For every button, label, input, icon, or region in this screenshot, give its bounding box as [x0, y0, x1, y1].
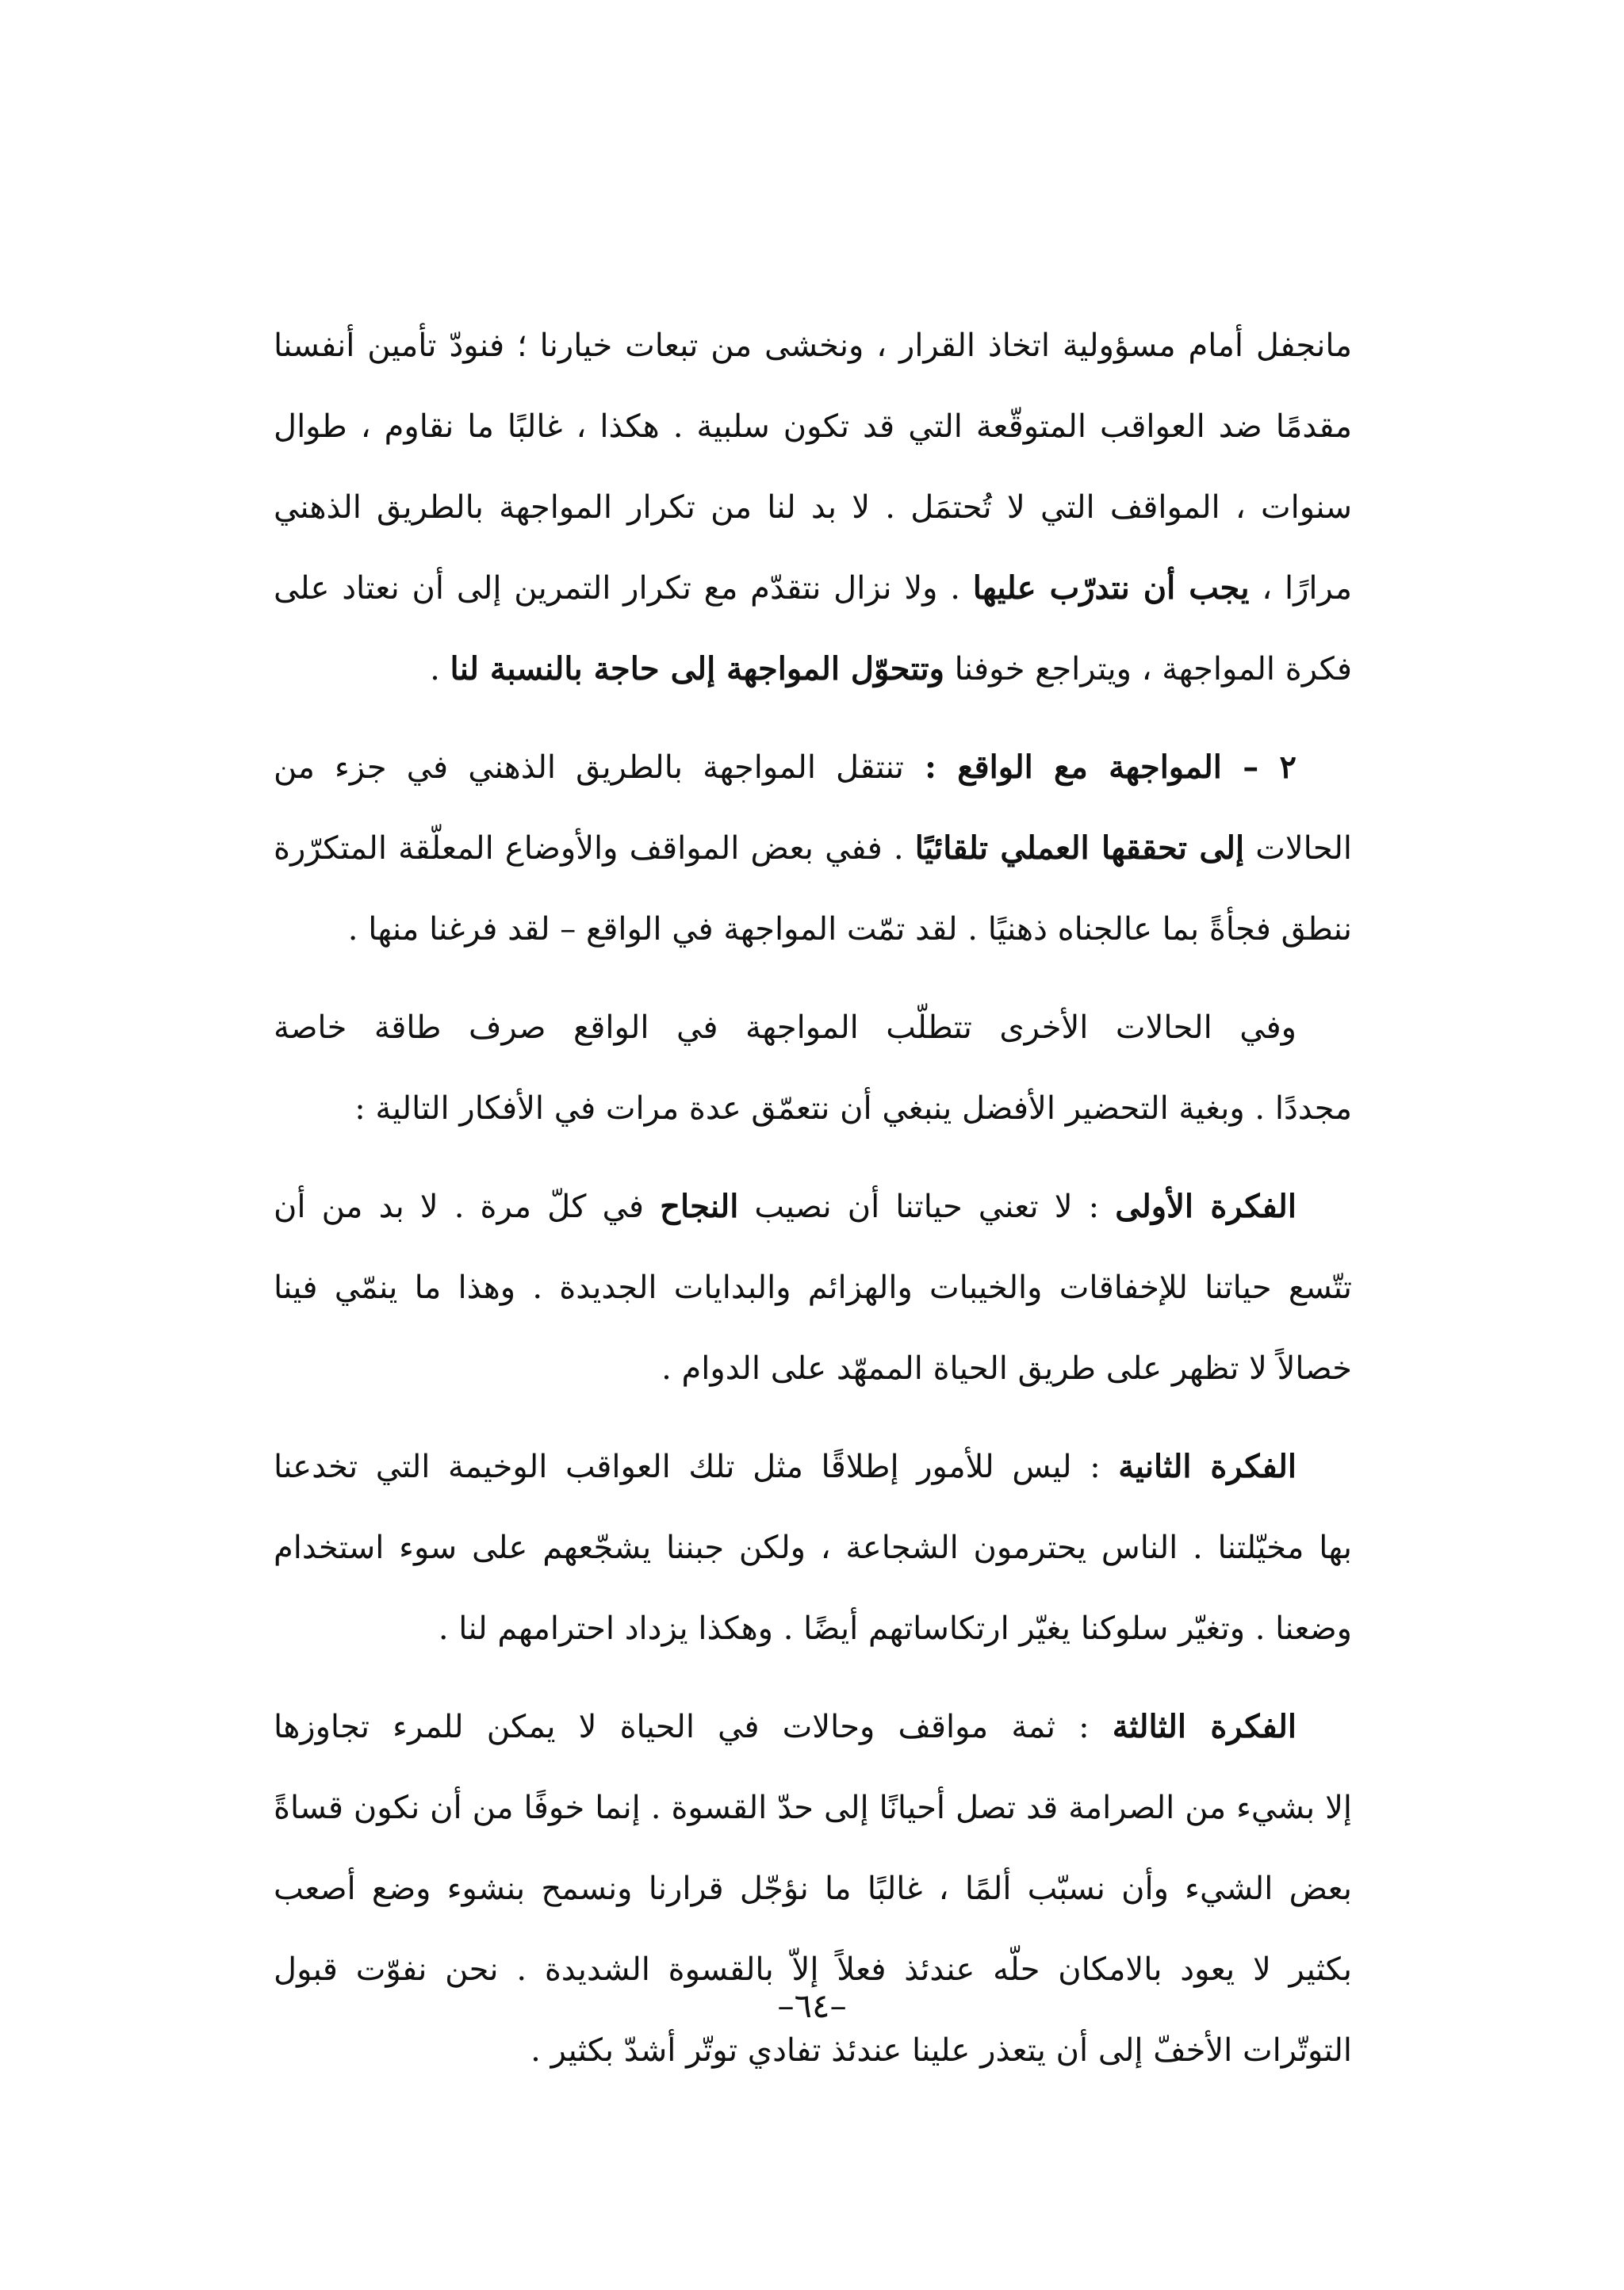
text-run: وضعنا . وتغيّر سلوكنا يغيّر ارتكاساتهم أيضًا . وهكذا يزداد احترامهم لنا .: [438, 1610, 1352, 1647]
text-line: [274, 386, 1352, 467]
bold-phrase: الفكرة الأولى: [1115, 1188, 1297, 1225]
text-line: [274, 548, 1352, 629]
text-run: الحالات: [1244, 830, 1352, 867]
text-line: [274, 889, 1352, 970]
text-run: وفي الحالات الأخرى تتطلّب المواجهة في الواقع صرف طاقة خاصة: [274, 1009, 1297, 1046]
text-run: إلا بشيء من الصرامة قد تصل أحيانًا إلى حدّ القسوة . إنما خوفًا من أن نكون قساةً: [274, 1790, 1352, 1826]
bold-phrase: يجب أن نتدرّب عليها: [972, 569, 1250, 607]
page-number: –٦٤–: [777, 1986, 847, 2025]
text-run: . ولا نزال نتقدّم مع تكرار التمرين إلى أن نعتاد على: [274, 570, 973, 607]
text-line: [274, 1247, 1352, 1328]
bold-phrase: الفكرة الثالثة: [1112, 1708, 1297, 1745]
text-run: بعض الشيء وأن نسبّب ألمًا ، غالبًا ما نؤجّل قرارنا ونسمح بنشوء وضع أصعب: [274, 1871, 1352, 1907]
text-run: . ففي بعض المواقف والأوضاع المعلّقة المتكرّرة: [274, 830, 915, 867]
text-run: مانجفل أمام مسؤولية اتخاذ القرار ، ونخشى من تبعات خيارنا ؛ فنودّ تأمين أنفسنا: [274, 327, 1352, 364]
text-run: : ليس للأمور إطلاقًا مثل تلك العواقب الوخيمة التي تخدعنا: [274, 1449, 1119, 1485]
text-line: [274, 1426, 1352, 1507]
text-line: [274, 1328, 1352, 1409]
text-run: سنوات ، المواقف التي لا تُحتمَل . لا بد لنا من تكرار المواجهة بالطريق الذهني: [274, 489, 1352, 526]
text-line: [274, 1767, 1352, 1848]
text-line: [274, 467, 1352, 548]
paragraph: [274, 727, 1352, 970]
text-line: [274, 305, 1352, 386]
text-line: [274, 1588, 1352, 1669]
text-run: تتّسع حياتنا للإخفاقات والخيبات والهزائم والبدايات الجديدة . وهذا ما ينمّي فينا: [274, 1269, 1352, 1306]
text-run: مجددًا . وبغية التحضير الأفضل ينبغي أن نتعمّق عدة مرات في الأفكار التالية :: [354, 1090, 1352, 1127]
text-run: التوتّرات الأخفّ إلى أن يتعذر علينا عندئذ تفادي توتّر أشدّ بكثير .: [530, 2032, 1352, 2069]
text-line: [274, 1687, 1352, 1767]
bold-phrase: النجاح: [660, 1188, 739, 1225]
text-line: [274, 1166, 1352, 1247]
text-run: فكرة المواجهة ، ويتراجع خوفنا: [944, 651, 1352, 687]
paragraph: [274, 1426, 1352, 1669]
text-line: [274, 1507, 1352, 1588]
bold-phrase: ٢ – المواجهة مع الواقع :: [903, 749, 1297, 786]
text-run: خصالاً لا تظهر على طريق الحياة الممهّد على الدوام .: [661, 1350, 1352, 1387]
bold-phrase: إلى تحققها العملي تلقائيًا: [914, 829, 1245, 867]
text-run: مرارًا ،: [1249, 570, 1352, 607]
text-line: [274, 727, 1352, 808]
text-run: بها مخيّلتنا . الناس يحترمون الشجاعة ، ولكن جبننا يشجّعهم على سوء استخدام: [274, 1530, 1352, 1566]
bold-phrase: الفكرة الثانية: [1118, 1448, 1297, 1485]
page-body: [274, 305, 1352, 2108]
text-line: [274, 987, 1352, 1068]
text-line: [274, 1068, 1352, 1149]
paragraph: [274, 987, 1352, 1149]
text-run: : ثمة مواقف وحالات في الحياة لا يمكن للمرء تجاوزها: [274, 1709, 1113, 1745]
text-run: .: [430, 651, 450, 687]
text-line: [274, 629, 1352, 710]
text-run: مقدمًا ضد العواقب المتوقّعة التي قد تكون سلبية . هكذا ، غالبًا ما نقاوم ، طوال: [274, 408, 1352, 445]
text-run: تنتقل المواجهة بالطريق الذهني في جزء من: [274, 749, 904, 786]
paragraph: [274, 1166, 1352, 1409]
text-run: ننطق فجأةً بما عالجناه ذهنيًا . لقد تمّت المواجهة في الواقع – لقد فرغنا منها .: [347, 911, 1352, 948]
paragraph: [274, 1687, 1352, 2091]
paragraph: [274, 305, 1352, 710]
text-run: في كلّ مرة . لا بد من أن: [274, 1189, 661, 1225]
bold-phrase: وتتحوّل المواجهة إلى حاجة بالنسبة لنا: [450, 650, 944, 687]
text-line: [274, 808, 1352, 889]
text-run: بكثير لا يعود بالامكان حلّه عندئذ فعلاً إلاّ بالقسوة الشديدة . نحن نفوّت قبول: [274, 1951, 1352, 1988]
text-line: [274, 1848, 1352, 1929]
text-run: : لا تعني حياتنا أن نصيب: [738, 1189, 1116, 1225]
